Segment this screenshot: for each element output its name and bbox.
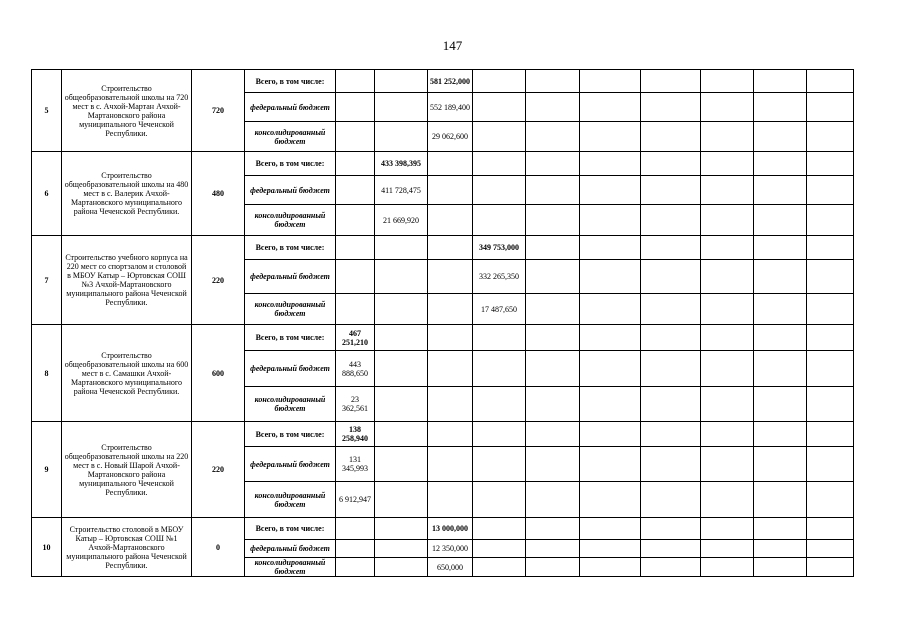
empty-cell <box>701 387 754 422</box>
project-description: Строительство общеобразовательной школы на 220 мест в с. Новый Шарой Ачхой-Мартановского района муниципального Чеченской Республики. <box>62 422 192 518</box>
empty-cell <box>473 152 526 176</box>
empty-cell <box>580 205 641 236</box>
project-description: Строительство общеобразовательной школы на 600 мест в с. Самашки Ачхой-Мартановского муниципального района Чеченской Республики. <box>62 325 192 422</box>
funding-source-label: Всего, в том числе: <box>245 152 336 176</box>
empty-cell <box>754 93 807 122</box>
project-capacity: 480 <box>192 152 245 236</box>
empty-cell <box>807 422 854 447</box>
empty-cell <box>526 294 580 325</box>
empty-cell <box>641 70 701 93</box>
amount-cell: 650,000 <box>428 558 473 577</box>
empty-cell <box>641 122 701 152</box>
empty-cell <box>580 518 641 540</box>
funding-source-label: консолидированный бюджет <box>245 558 336 577</box>
amount-cell: 467 251,210 <box>336 325 375 351</box>
empty-cell <box>526 122 580 152</box>
amount-cell: 21 669,920 <box>375 205 428 236</box>
empty-cell <box>807 325 854 351</box>
project-capacity: 600 <box>192 325 245 422</box>
project-number: 6 <box>32 152 62 236</box>
empty-cell <box>526 518 580 540</box>
project-capacity: 720 <box>192 70 245 152</box>
empty-cell <box>526 205 580 236</box>
empty-cell <box>473 422 526 447</box>
empty-cell <box>580 351 641 387</box>
empty-cell <box>526 351 580 387</box>
empty-cell <box>473 93 526 122</box>
empty-cell <box>428 236 473 260</box>
empty-cell <box>754 294 807 325</box>
funding-source-label: федеральный бюджет <box>245 260 336 294</box>
amount-cell: 411 728,475 <box>375 176 428 205</box>
empty-cell <box>641 447 701 482</box>
empty-cell <box>428 482 473 518</box>
amount-cell: 6 912,947 <box>336 482 375 518</box>
project-9-total-row <box>32 422 854 447</box>
funding-source-label: Всего, в том числе: <box>245 70 336 93</box>
empty-cell <box>526 176 580 205</box>
empty-cell <box>754 205 807 236</box>
funding-source-label: Всего, в том числе: <box>245 518 336 540</box>
empty-cell <box>473 205 526 236</box>
amount-cell: 23 362,561 <box>336 387 375 422</box>
empty-cell <box>580 482 641 518</box>
empty-cell <box>336 260 375 294</box>
empty-cell <box>754 387 807 422</box>
empty-cell <box>754 558 807 577</box>
project-7-total-row <box>32 236 854 260</box>
empty-cell <box>807 558 854 577</box>
empty-cell <box>701 152 754 176</box>
empty-cell <box>807 518 854 540</box>
empty-cell <box>641 351 701 387</box>
funding-source-label: Всего, в том числе: <box>245 325 336 351</box>
empty-cell <box>754 351 807 387</box>
amount-cell: 12 350,000 <box>428 540 473 558</box>
empty-cell <box>375 447 428 482</box>
amount-cell: 17 487,650 <box>473 294 526 325</box>
project-description: Строительство столовой в МБОУ Катыр – Юртовская СОШ №1 Ачхой-Мартановского муниципального района Чеченской Республики. <box>62 518 192 577</box>
empty-cell <box>375 387 428 422</box>
amount-cell: 433 398,395 <box>375 152 428 176</box>
project-8-total-row <box>32 325 854 351</box>
empty-cell <box>375 558 428 577</box>
empty-cell <box>580 387 641 422</box>
empty-cell <box>754 447 807 482</box>
amount-cell: 138 258,940 <box>336 422 375 447</box>
empty-cell <box>641 294 701 325</box>
empty-cell <box>807 122 854 152</box>
empty-cell <box>428 205 473 236</box>
amount-cell: 581 252,000 <box>428 70 473 93</box>
funding-source-label: федеральный бюджет <box>245 447 336 482</box>
empty-cell <box>526 558 580 577</box>
empty-cell <box>580 558 641 577</box>
empty-cell <box>807 260 854 294</box>
empty-cell <box>473 518 526 540</box>
empty-cell <box>701 540 754 558</box>
empty-cell <box>807 540 854 558</box>
empty-cell <box>641 176 701 205</box>
empty-cell <box>807 387 854 422</box>
empty-cell <box>526 260 580 294</box>
empty-cell <box>473 482 526 518</box>
empty-cell <box>580 236 641 260</box>
empty-cell <box>701 422 754 447</box>
empty-cell <box>428 294 473 325</box>
empty-cell <box>701 351 754 387</box>
empty-cell <box>580 260 641 294</box>
funding-source-label: федеральный бюджет <box>245 351 336 387</box>
empty-cell <box>375 70 428 93</box>
project-10-total-row <box>32 518 854 540</box>
empty-cell <box>336 540 375 558</box>
empty-cell <box>754 236 807 260</box>
project-capacity: 0 <box>192 518 245 577</box>
empty-cell <box>428 260 473 294</box>
empty-cell <box>526 422 580 447</box>
empty-cell <box>641 422 701 447</box>
empty-cell <box>473 122 526 152</box>
empty-cell <box>336 70 375 93</box>
empty-cell <box>336 205 375 236</box>
empty-cell <box>807 70 854 93</box>
amount-cell: 332 265,350 <box>473 260 526 294</box>
funding-source-label: консолидированный бюджет <box>245 294 336 325</box>
funding-source-label: консолидированный бюджет <box>245 205 336 236</box>
empty-cell <box>701 482 754 518</box>
empty-cell <box>526 387 580 422</box>
empty-cell <box>701 260 754 294</box>
empty-cell <box>807 294 854 325</box>
empty-cell <box>473 558 526 577</box>
project-description: Строительство общеобразовательной школы на 480 мест в с. Валерик Ачхой-Мартановского муниципального района Чеченской Республики. <box>62 152 192 236</box>
empty-cell <box>580 422 641 447</box>
empty-cell <box>807 152 854 176</box>
empty-cell <box>580 70 641 93</box>
empty-cell <box>336 122 375 152</box>
empty-cell <box>580 176 641 205</box>
empty-cell <box>754 70 807 93</box>
empty-cell <box>375 482 428 518</box>
funding-source-label: консолидированный бюджет <box>245 122 336 152</box>
empty-cell <box>641 260 701 294</box>
empty-cell <box>754 176 807 205</box>
empty-cell <box>754 518 807 540</box>
budget-table <box>31 69 854 577</box>
amount-cell: 552 189,400 <box>428 93 473 122</box>
project-number: 8 <box>32 325 62 422</box>
empty-cell <box>473 351 526 387</box>
empty-cell <box>473 447 526 482</box>
amount-cell: 349 753,000 <box>473 236 526 260</box>
amount-cell: 443 888,650 <box>336 351 375 387</box>
empty-cell <box>473 176 526 205</box>
empty-cell <box>336 518 375 540</box>
empty-cell <box>580 540 641 558</box>
empty-cell <box>526 70 580 93</box>
funding-source-label: Всего, в том числе: <box>245 236 336 260</box>
empty-cell <box>428 152 473 176</box>
funding-source-label: федеральный бюджет <box>245 93 336 122</box>
funding-source-label: федеральный бюджет <box>245 176 336 205</box>
amount-cell: 29 062,600 <box>428 122 473 152</box>
empty-cell <box>473 387 526 422</box>
empty-cell <box>641 387 701 422</box>
empty-cell <box>641 152 701 176</box>
empty-cell <box>754 260 807 294</box>
empty-cell <box>754 122 807 152</box>
funding-source-label: федеральный бюджет <box>245 540 336 558</box>
project-capacity: 220 <box>192 422 245 518</box>
empty-cell <box>526 540 580 558</box>
empty-cell <box>580 152 641 176</box>
empty-cell <box>336 294 375 325</box>
empty-cell <box>641 518 701 540</box>
empty-cell <box>526 152 580 176</box>
empty-cell <box>641 540 701 558</box>
empty-cell <box>375 122 428 152</box>
empty-cell <box>754 422 807 447</box>
empty-cell <box>375 422 428 447</box>
empty-cell <box>641 558 701 577</box>
empty-cell <box>526 482 580 518</box>
project-description: Строительство учебного корпуса на 220 мест со спортзалом и столовой в МБОУ Катыр – Юртовская СОШ №3 Ачхой-Мартановского муниципального района Чеченской Республики. <box>62 236 192 325</box>
empty-cell <box>641 325 701 351</box>
empty-cell <box>336 152 375 176</box>
empty-cell <box>580 93 641 122</box>
empty-cell <box>336 176 375 205</box>
empty-cell <box>375 518 428 540</box>
funding-source-label: консолидированный бюджет <box>245 387 336 422</box>
empty-cell <box>701 325 754 351</box>
empty-cell <box>754 325 807 351</box>
amount-cell: 131 345,993 <box>336 447 375 482</box>
empty-cell <box>375 260 428 294</box>
table-body <box>32 70 854 577</box>
empty-cell <box>701 294 754 325</box>
empty-cell <box>807 205 854 236</box>
empty-cell <box>428 325 473 351</box>
empty-cell <box>701 558 754 577</box>
empty-cell <box>701 122 754 152</box>
empty-cell <box>701 93 754 122</box>
empty-cell <box>473 70 526 93</box>
empty-cell <box>807 236 854 260</box>
empty-cell <box>641 93 701 122</box>
empty-cell <box>701 70 754 93</box>
empty-cell <box>701 518 754 540</box>
empty-cell <box>428 387 473 422</box>
empty-cell <box>428 176 473 205</box>
empty-cell <box>336 93 375 122</box>
project-number: 7 <box>32 236 62 325</box>
empty-cell <box>473 540 526 558</box>
empty-cell <box>641 205 701 236</box>
empty-cell <box>580 325 641 351</box>
empty-cell <box>807 93 854 122</box>
project-number: 9 <box>32 422 62 518</box>
empty-cell <box>526 447 580 482</box>
empty-cell <box>701 447 754 482</box>
empty-cell <box>580 447 641 482</box>
empty-cell <box>473 325 526 351</box>
empty-cell <box>375 294 428 325</box>
project-capacity: 220 <box>192 236 245 325</box>
empty-cell <box>580 294 641 325</box>
empty-cell <box>526 325 580 351</box>
project-description: Строительство общеобразовательной школы на 720 мест в с. Ачхой-Мартан Ачхой-Мартановского района муниципального Чеченской Республики. <box>62 70 192 152</box>
empty-cell <box>336 558 375 577</box>
funding-source-label: консолидированный бюджет <box>245 482 336 518</box>
empty-cell <box>754 482 807 518</box>
project-6-total-row <box>32 152 854 176</box>
empty-cell <box>754 540 807 558</box>
empty-cell <box>701 176 754 205</box>
empty-cell <box>580 122 641 152</box>
empty-cell <box>701 236 754 260</box>
empty-cell <box>641 482 701 518</box>
empty-cell <box>641 236 701 260</box>
page-number: 147 <box>442 38 463 53</box>
empty-cell <box>701 205 754 236</box>
empty-cell <box>807 482 854 518</box>
empty-cell <box>375 325 428 351</box>
empty-cell <box>375 540 428 558</box>
empty-cell <box>526 93 580 122</box>
empty-cell <box>428 351 473 387</box>
project-number: 5 <box>32 70 62 152</box>
empty-cell <box>428 422 473 447</box>
empty-cell <box>807 176 854 205</box>
project-5-total-row <box>32 70 854 93</box>
empty-cell <box>375 93 428 122</box>
empty-cell <box>336 236 375 260</box>
empty-cell <box>807 351 854 387</box>
project-number: 10 <box>32 518 62 577</box>
funding-source-label: Всего, в том числе: <box>245 422 336 447</box>
empty-cell <box>754 152 807 176</box>
amount-cell: 13 000,000 <box>428 518 473 540</box>
empty-cell <box>428 447 473 482</box>
empty-cell <box>807 447 854 482</box>
empty-cell <box>375 351 428 387</box>
empty-cell <box>526 236 580 260</box>
empty-cell <box>375 236 428 260</box>
